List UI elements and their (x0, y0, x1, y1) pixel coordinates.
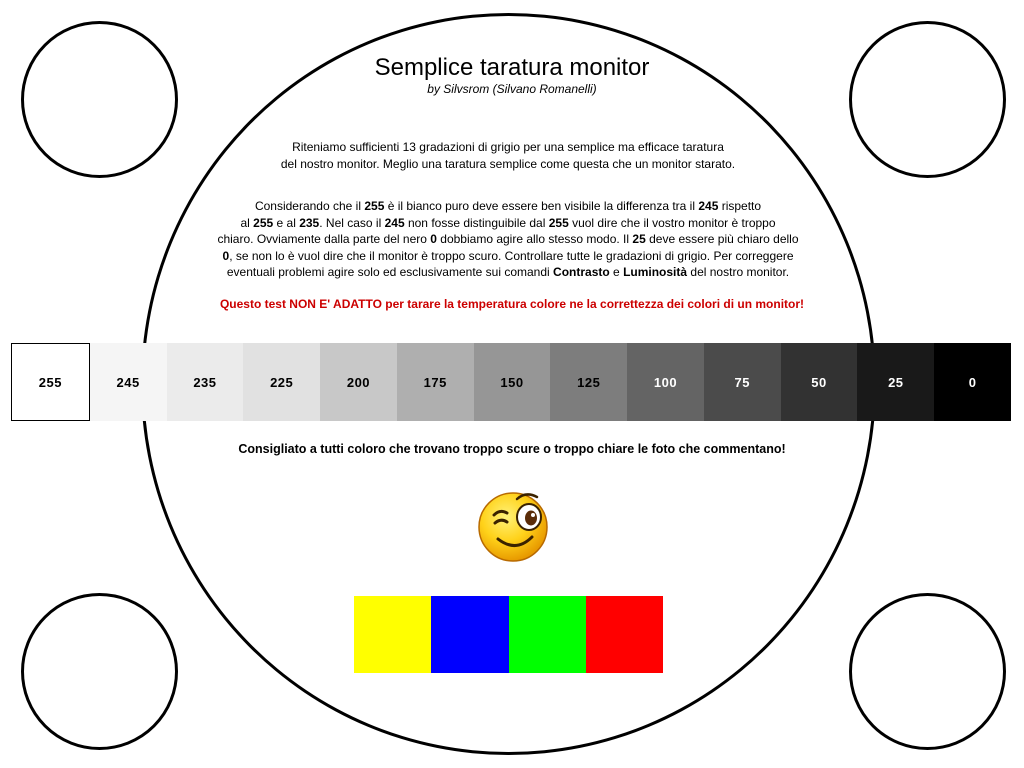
explanation-text-run: e al (273, 215, 300, 230)
color-swatch-blue (431, 596, 508, 673)
gray-swatch-225: 225 (243, 343, 320, 421)
explanation-text-run: 255 (364, 199, 385, 213)
advice-text: Consigliato a tutti coloro che trovano troppo scure o troppo chiare le foto che commentano! (238, 442, 786, 456)
gray-swatch-150: 150 (474, 343, 551, 421)
explanation-text-run: deve essere più chiaro dello (645, 232, 799, 246)
explanation-text-run: Contrasto (553, 265, 610, 279)
explanation-text-run: e (609, 265, 624, 279)
explanation-text-run: Considerando che il (254, 199, 365, 213)
gray-swatch-245: 245 (90, 343, 167, 421)
explanation-text-run: chiaro. Ovviamente dalla parte del nero (217, 232, 431, 246)
grayscale-strip (11, 343, 1011, 421)
explanation-text-run: 255 (548, 215, 569, 230)
corner-circle-top-right (849, 21, 1006, 178)
page-title: Semplice taratura monitor (374, 54, 650, 81)
color-swatch-green (509, 596, 586, 673)
corner-circle-bottom-right (849, 593, 1006, 750)
explanation-text-run: 0 (222, 248, 230, 263)
warning-text: Questo test NON E' ADATTO per tarare la temperatura colore ne la correttezza dei colori di un monitor! (219, 297, 805, 311)
explanation-text-run: è il bianco puro deve essere ben visibile la differenza tra il (384, 199, 699, 213)
explanation-text-run: 245 (698, 199, 719, 213)
gray-swatch-100: 100 (627, 343, 704, 421)
explanation-text-run: Luminosità (623, 265, 688, 279)
color-strip (354, 596, 663, 673)
explanation-text-run: . Nel caso il (319, 215, 385, 230)
corner-circle-top-left (21, 21, 178, 178)
author-byline: by Silvsrom (Silvano Romanelli) (427, 82, 597, 96)
explanation-text-run: non fosse distinguibile dal (404, 215, 549, 230)
explanation-text-run: 0 (430, 232, 437, 246)
explanation-text-run: 245 (384, 215, 405, 230)
gray-swatch-235: 235 (167, 343, 244, 421)
explanation-text-run: del nostro monitor. (687, 265, 790, 279)
explanation-paragraph (180, 198, 836, 281)
gray-swatch-50: 50 (781, 343, 858, 421)
color-swatch-yellow (354, 596, 431, 673)
explanation-text-run: rispetto (718, 199, 762, 213)
explanation-text-run: eventuali problemi agire solo ed esclusivamente sui comandi (226, 265, 554, 279)
gray-swatch-0: 0 (934, 343, 1011, 421)
explanation-text-run: al (240, 215, 254, 230)
intro-text-run: Riteniamo sufficienti 13 gradazioni di grigio per una semplice ma efficace taratura (292, 140, 724, 154)
gray-swatch-125: 125 (550, 343, 627, 421)
gray-swatch-75: 75 (704, 343, 781, 421)
intro-paragraph (180, 139, 836, 172)
explanation-text-run: 25 (632, 232, 646, 246)
explanation-text-run: dobbiamo agire allo stesso modo. Il (436, 232, 633, 246)
explanation-text-run: 255 (253, 215, 274, 230)
explanation-text-run: , se non lo è vuol dire che il monitor è troppo scuro. Controllare tutte le gradazioni di grigio. Per correggere (229, 248, 794, 263)
gray-swatch-25: 25 (857, 343, 934, 421)
gray-swatch-255: 255 (11, 343, 90, 421)
winking-smiley-icon (474, 485, 554, 565)
color-swatch-red (586, 596, 663, 673)
explanation-text-run: vuol dire che il vostro monitor è troppo (568, 215, 776, 230)
gray-swatch-175: 175 (397, 343, 474, 421)
corner-circle-bottom-left (21, 593, 178, 750)
gray-swatch-200: 200 (320, 343, 397, 421)
intro-text-run: del nostro monitor. Meglio una taratura semplice come questa che un monitor starato. (280, 156, 736, 171)
explanation-text-run: 235 (299, 215, 320, 230)
